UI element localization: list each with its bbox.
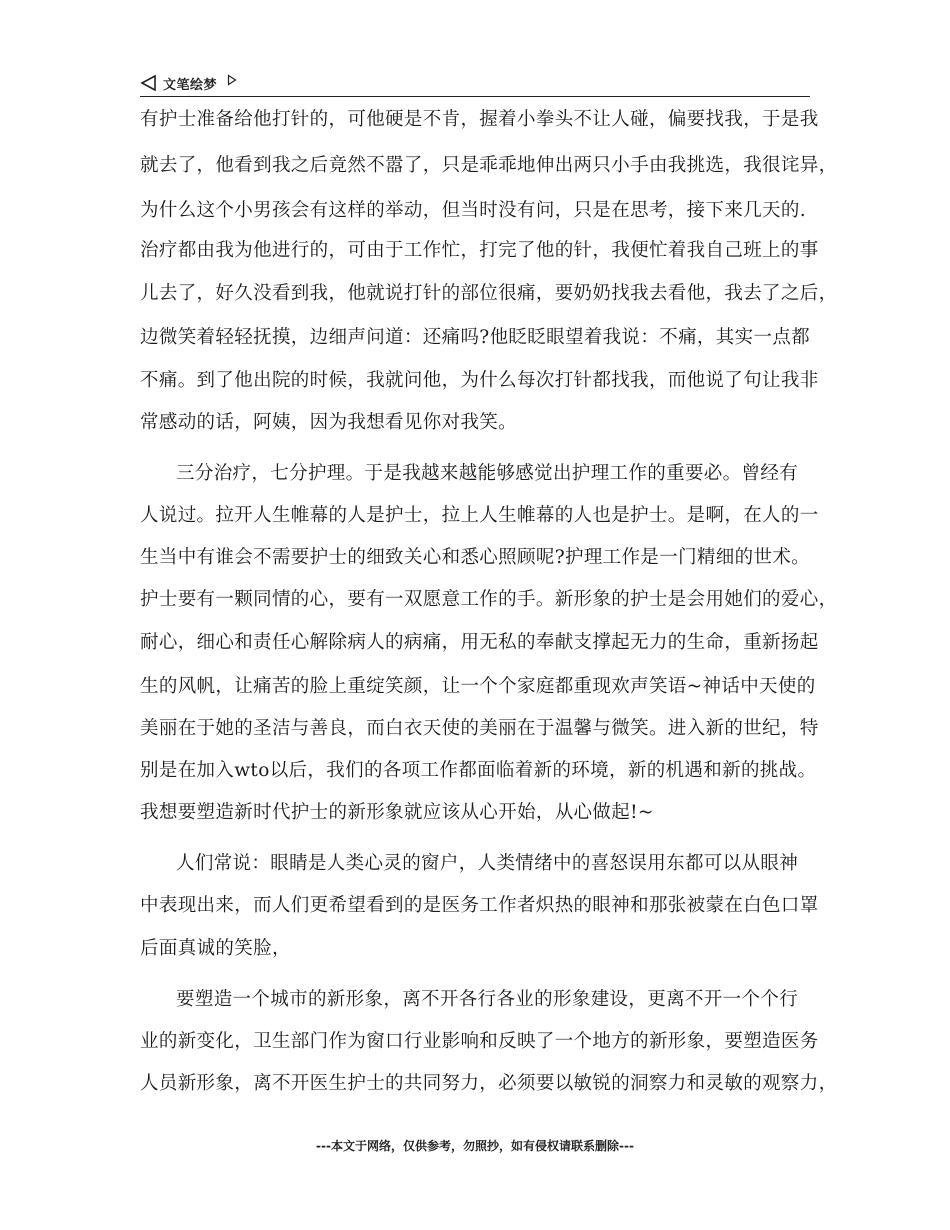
text-line: 业的新变化，卫生部门作为窗口行业影响和反映了一个地方的新形象，要塑造医务 xyxy=(140,1031,819,1052)
text-line: 护士要有一颗同情的心，要有一双愿意工作的手。新形象的护士是会用她们的爱心， xyxy=(140,589,838,610)
header-title: 文笔绘梦 xyxy=(163,78,218,93)
text-line: 不痛。到了他出院的时候，我就问他，为什么每次打针都找我，而他说了句让我非 xyxy=(140,370,819,391)
text-line: 就去了，他看到我之后竟然不嚣了，只是乖乖地伸出两只小手由我挑选，我很诧异， xyxy=(140,155,838,176)
text-line: 三分治疗，七分护理。于是我越来越能够感觉出护理工作的重要必。曾经有 xyxy=(176,463,799,484)
triangle-right-outline-icon xyxy=(227,74,237,86)
text-line: 常感动的话，阿姨，因为我想看见你对我笑。 xyxy=(140,412,518,433)
text-line: 为什么这个小男孩会有这样的举动，但当时没有问，只是在思考，接下来几天的. xyxy=(140,200,806,221)
page-footer: ---本文于网络，仅供参考，勿照抄，如有侵权请联系删除--- xyxy=(316,1139,634,1153)
text-line: 边微笑着轻轻抚摸，边细声问道：还痛吗?他眨眨眼望着我说：不痛，其实一点都 xyxy=(140,327,811,348)
text-line: 人员新形象，离不开医生护士的共同努力，必须要以敏锐的洞察力和灵敏的观察力， xyxy=(140,1073,838,1094)
text-line: 别是在加入wto以后，我们的各项工作都面临着新的环境，新的机遇和新的挑战。 xyxy=(140,760,817,781)
text-line: 儿去了，好久没看到我，他就说打针的部位很痛，要奶奶找我去看他，我去了之后， xyxy=(140,283,838,304)
text-line: 有护士准备给他打针的，可他硬是不肯，握着小拳头不让人碰，偏要找我，于是我 xyxy=(140,109,819,130)
text-line: 美丽在于她的圣洁与善良，而白衣天使的美丽在于温馨与微笑。进入新的世纪，特 xyxy=(140,718,819,739)
page-header xyxy=(140,72,810,97)
text-line: 治疗都由我为他进行的，可由于工作忙，打完了他的针，我便忙着我自己班上的事 xyxy=(140,240,819,261)
text-line: 要塑造一个城市的新形象，离不开各行各业的形象建设，更离不开一个个行 xyxy=(176,989,799,1010)
text-line: 耐心，细心和责任心解除病人的病痛，用无私的奉献支撑起无力的生命，重新扬起 xyxy=(140,632,819,653)
text-line: 我想要塑造新时代护士的新形象就应该从心开始，从心做起!~ xyxy=(140,802,654,823)
text-line: 后面真诚的笑脸， xyxy=(140,938,291,959)
text-line: 人说过。拉开人生帷幕的人是护士，拉上人生帷幕的人也是护士。是啊，在人的一 xyxy=(140,505,819,526)
text-line: 生当中有谁会不需要护士的细致关心和悉心照顾呢?护理工作是一门精细的世术。 xyxy=(140,547,811,568)
text-line: 中表现出来，而人们更希望看到的是医务工作者炽热的眼神和那张被蒙在白色口罩 xyxy=(140,895,819,916)
triangle-left-outline-icon xyxy=(140,74,158,92)
text-line: 人们常说：眼睛是人类心灵的窗户，人类情绪中的喜怒误用东都可以从眼神 xyxy=(176,853,799,874)
text-line: 生的风帆，让痛苦的脸上重绽笑颜，让一个个家庭都重现欢声笑语~神话中天使的 xyxy=(140,676,816,697)
